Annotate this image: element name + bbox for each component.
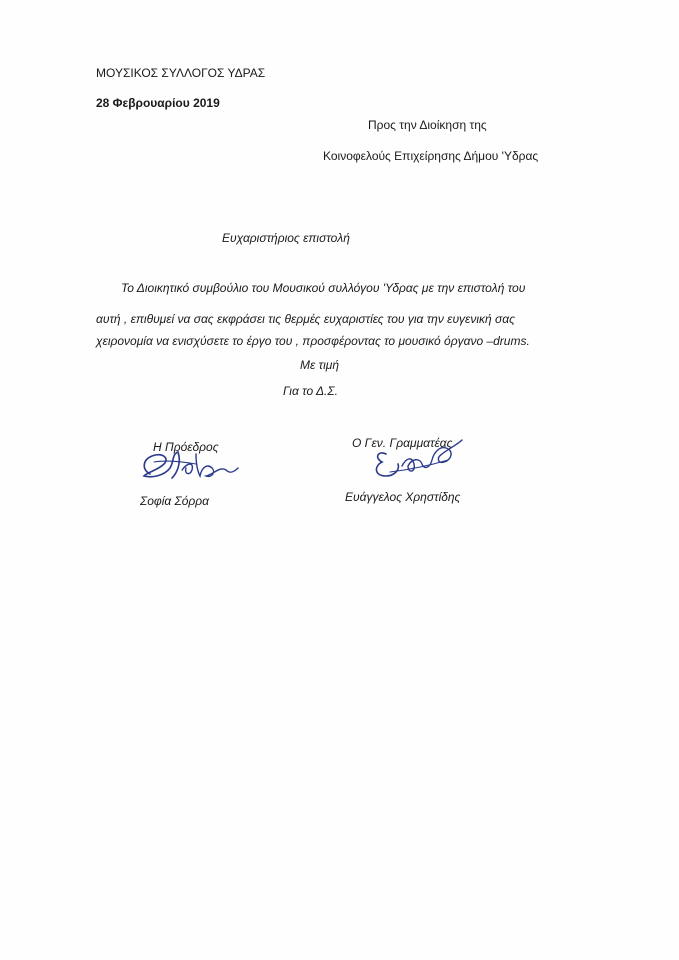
recipient-line-1: Προς την Διοίκηση της bbox=[368, 118, 487, 132]
secretary-signature bbox=[368, 436, 468, 486]
closing-regards: Με τιμή bbox=[300, 358, 339, 372]
letter-subject: Ευχαριστήριος επιστολή bbox=[222, 231, 350, 245]
secretary-title: Ο Γεν. Γραμματέας bbox=[352, 436, 453, 450]
closing-on-behalf: Για το Δ.Σ. bbox=[283, 384, 338, 398]
body-line-1: Το Διοικητικό συμβούλιο του Μουσικού συλλόγου 'Υδρας με την επιστολή του bbox=[121, 281, 526, 295]
recipient-line-2: Κοινοφελούς Επιχείρησης Δήμου 'Υδρας bbox=[323, 149, 539, 163]
organization-name: ΜΟΥΣΙΚΟΣ ΣΥΛΛΟΓΟΣ ΥΔΡΑΣ bbox=[96, 66, 266, 80]
secretary-name: Ευάγγελος Χρηστίδης bbox=[345, 490, 461, 504]
president-name: Σοφία Σόρρα bbox=[140, 494, 209, 508]
body-line-2: αυτή , επιθυμεί να σας εκφράσει τις θερμές ευχαριστίες του για την ευγενική σας bbox=[96, 312, 515, 326]
president-signature bbox=[136, 444, 246, 484]
letter-date: 28 Φεβρουαρίου 2019 bbox=[96, 96, 220, 110]
president-title: Η Πρόεδρος bbox=[153, 440, 219, 454]
body-line-3: χειρονομία να ενισχύσετε το έργο του , προσφέροντας το μουσικό όργανο –drums. bbox=[96, 334, 530, 348]
